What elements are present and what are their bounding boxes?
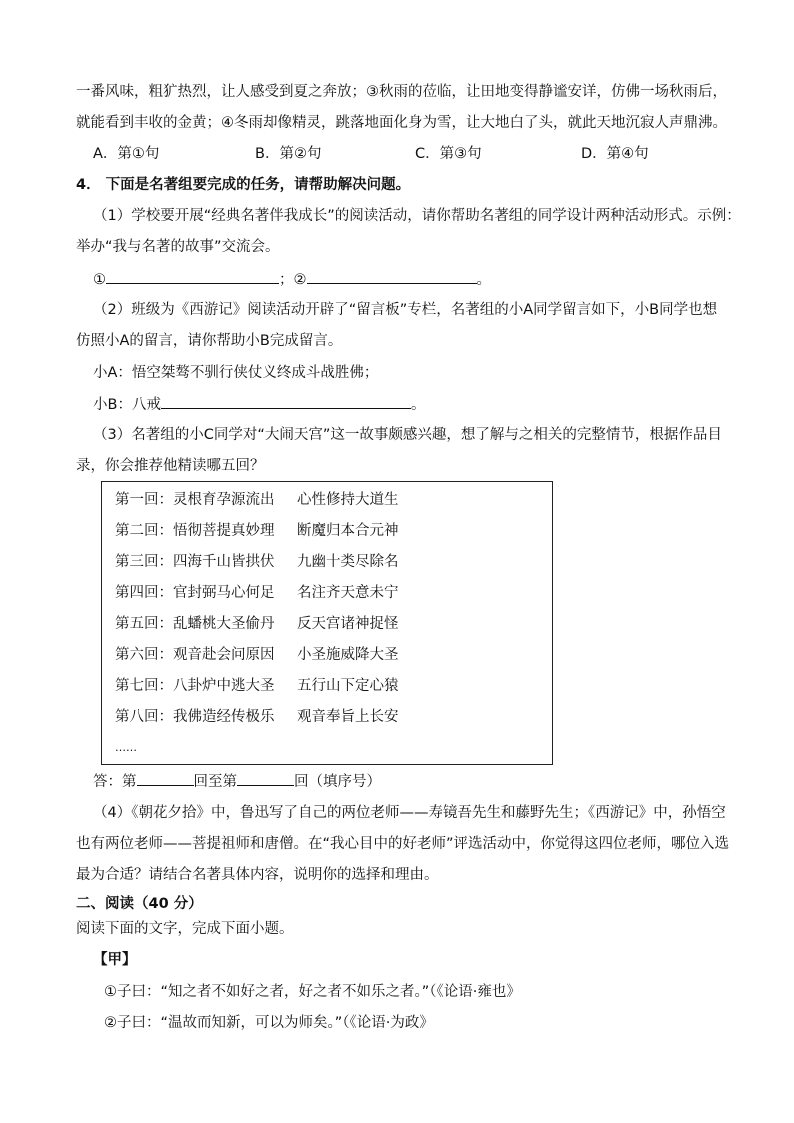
q4-p1-line2: 举办“我与名著的故事”交流会。 bbox=[76, 239, 280, 255]
toc-chapter-title-b: 反天宫诸神捉怪 bbox=[297, 616, 399, 632]
toc-chapter-title-a: 第一回：灵根育孕源流出 bbox=[115, 492, 275, 508]
jia-label: 【甲】 bbox=[93, 952, 137, 968]
q4-p2-line2: 仿照小A的留言，请你帮助小B完成留言。 bbox=[76, 333, 343, 349]
q3-text-line2: 就能看到丰收的金黄；④冬雨却像精灵，跳落地面化身为雪，让大地白了头，就此天地沉寂人声鼎沸。 bbox=[76, 115, 727, 131]
answer-blank-to[interactable] bbox=[237, 771, 294, 786]
blank-sep: ；② bbox=[279, 272, 307, 288]
toc-chapter-title-b: 九幽十类尽除名 bbox=[297, 554, 399, 570]
table-of-contents-box bbox=[101, 481, 553, 765]
blank-end: 。 bbox=[476, 272, 491, 288]
answer-suffix: 回（填序号） bbox=[294, 774, 381, 790]
toc-chapter-title-a: 第八回：我佛造经传极乐 bbox=[115, 709, 275, 725]
toc-row bbox=[115, 645, 399, 665]
q4-p2-a-message: 小A：悟空桀骜不驯行侠仗义终成斗战胜佛； bbox=[93, 365, 379, 381]
blank-1-label: ① bbox=[93, 272, 106, 288]
toc-row bbox=[115, 707, 399, 727]
toc-chapter-title-b: 名注齐天意未宁 bbox=[297, 585, 399, 601]
toc-chapter-title-b: 五行山下定心猿 bbox=[297, 678, 399, 694]
answer-prefix: 答：第 bbox=[93, 774, 137, 790]
answer-blank-bajie[interactable] bbox=[161, 394, 411, 409]
quote-item-1: ①子曰：“知之者不如好之者，好之者不如乐之者。”（《论语·雍也》 bbox=[104, 984, 521, 1000]
q4-p4-line3: 最为合适？请结合名著具体内容，说明你的选择和理由。 bbox=[76, 867, 439, 883]
b-label: 小B：八戒 bbox=[93, 397, 161, 413]
option-d[interactable]: D．第④句 bbox=[581, 146, 649, 162]
q3-text-line1: 一番风味，粗犷热烈，让人感受到夏之奔放；③秋雨的莅临，让田地变得静谧安详，仿佛一场秋雨后， bbox=[76, 84, 727, 100]
q3-options bbox=[93, 144, 733, 164]
q4-p3-answer-line bbox=[93, 771, 381, 792]
toc-chapter-title-a: 第四回：官封弼马心何足 bbox=[115, 585, 275, 601]
q4-p2-b-message bbox=[93, 394, 425, 415]
answer-mid: 回至第 bbox=[193, 774, 237, 790]
toc-row bbox=[115, 676, 399, 696]
toc-row bbox=[115, 583, 399, 603]
toc-ellipsis: …… bbox=[115, 741, 137, 754]
toc-chapter-title-a: 第二回：悟彻菩提真妙理 bbox=[115, 523, 275, 539]
toc-chapter-title-b: 心性修持大道生 bbox=[297, 492, 399, 508]
toc-row bbox=[115, 552, 399, 572]
q4-p1-answer-line bbox=[93, 269, 491, 290]
toc-row bbox=[115, 490, 399, 510]
toc-chapter-title-a: 第三回：四海千山皆拱伏 bbox=[115, 554, 275, 570]
toc-chapter-title-b: 观音奉旨上长安 bbox=[297, 709, 399, 725]
toc-row bbox=[115, 614, 399, 634]
toc-chapter-title-a: 第五回：乱蟠桃大圣偷丹 bbox=[115, 616, 275, 632]
toc-chapter-title-b: 断魔归本合元神 bbox=[297, 523, 399, 539]
q4-p3-line1: （3）名著组的小C同学对“大闹天宫”这一故事颇感兴趣，想了解与之相关的完整情节，根据作品目 bbox=[93, 427, 722, 443]
option-b[interactable]: B．第②句 bbox=[255, 146, 322, 162]
q4-p1-line1: （1）学校要开展“经典名著伴我成长”的阅读活动，请你帮助名著组的同学设计两种活动形式。示例： bbox=[93, 208, 741, 224]
toc-row bbox=[115, 521, 399, 541]
toc-chapter-title-a: 第六回：观音赴会问原因 bbox=[115, 647, 275, 663]
option-a[interactable]: A．第①句 bbox=[93, 146, 160, 162]
q4-p4-line2: 也有两位老师——菩提祖师和唐僧。在“我心目中的好老师”评选活动中，你觉得这四位老师，哪位入选 bbox=[76, 836, 730, 852]
q4-p2-line1: （2）班级为《西游记》阅读活动开辟了“留言板”专栏，名著组的小A同学留言如下，小B同学也想 bbox=[93, 302, 718, 318]
answer-blank-from[interactable] bbox=[137, 771, 194, 786]
toc-chapter-title-a: 第七回：八卦炉中逃大圣 bbox=[115, 678, 275, 694]
section2-intro: 阅读下面的文字，完成下面小题。 bbox=[76, 921, 294, 937]
toc-chapter-title-b: 小圣施威降大圣 bbox=[297, 647, 399, 663]
b-end: 。 bbox=[410, 397, 426, 413]
quote-item-2: ②子曰：“温故而知新，可以为师矣。”（《论语·为政》 bbox=[104, 1015, 434, 1031]
answer-blank-1[interactable] bbox=[106, 269, 279, 284]
q4-p4-line1: （4）《朝花夕拾》中，鲁迅写了自己的两位老师——寿镜吾先生和藤野先生；《西游记》中，孙悟空 bbox=[93, 805, 726, 821]
q4-title: 4． 下面是名著组要完成的任务，请帮助解决问题。 bbox=[76, 177, 411, 193]
section2-heading: 二、阅读（40 分） bbox=[76, 896, 203, 912]
answer-blank-2[interactable] bbox=[307, 269, 477, 284]
option-c[interactable]: C．第③句 bbox=[415, 146, 482, 162]
q4-p3-line2: 录，你会推荐他精读哪五回？ bbox=[76, 458, 265, 474]
